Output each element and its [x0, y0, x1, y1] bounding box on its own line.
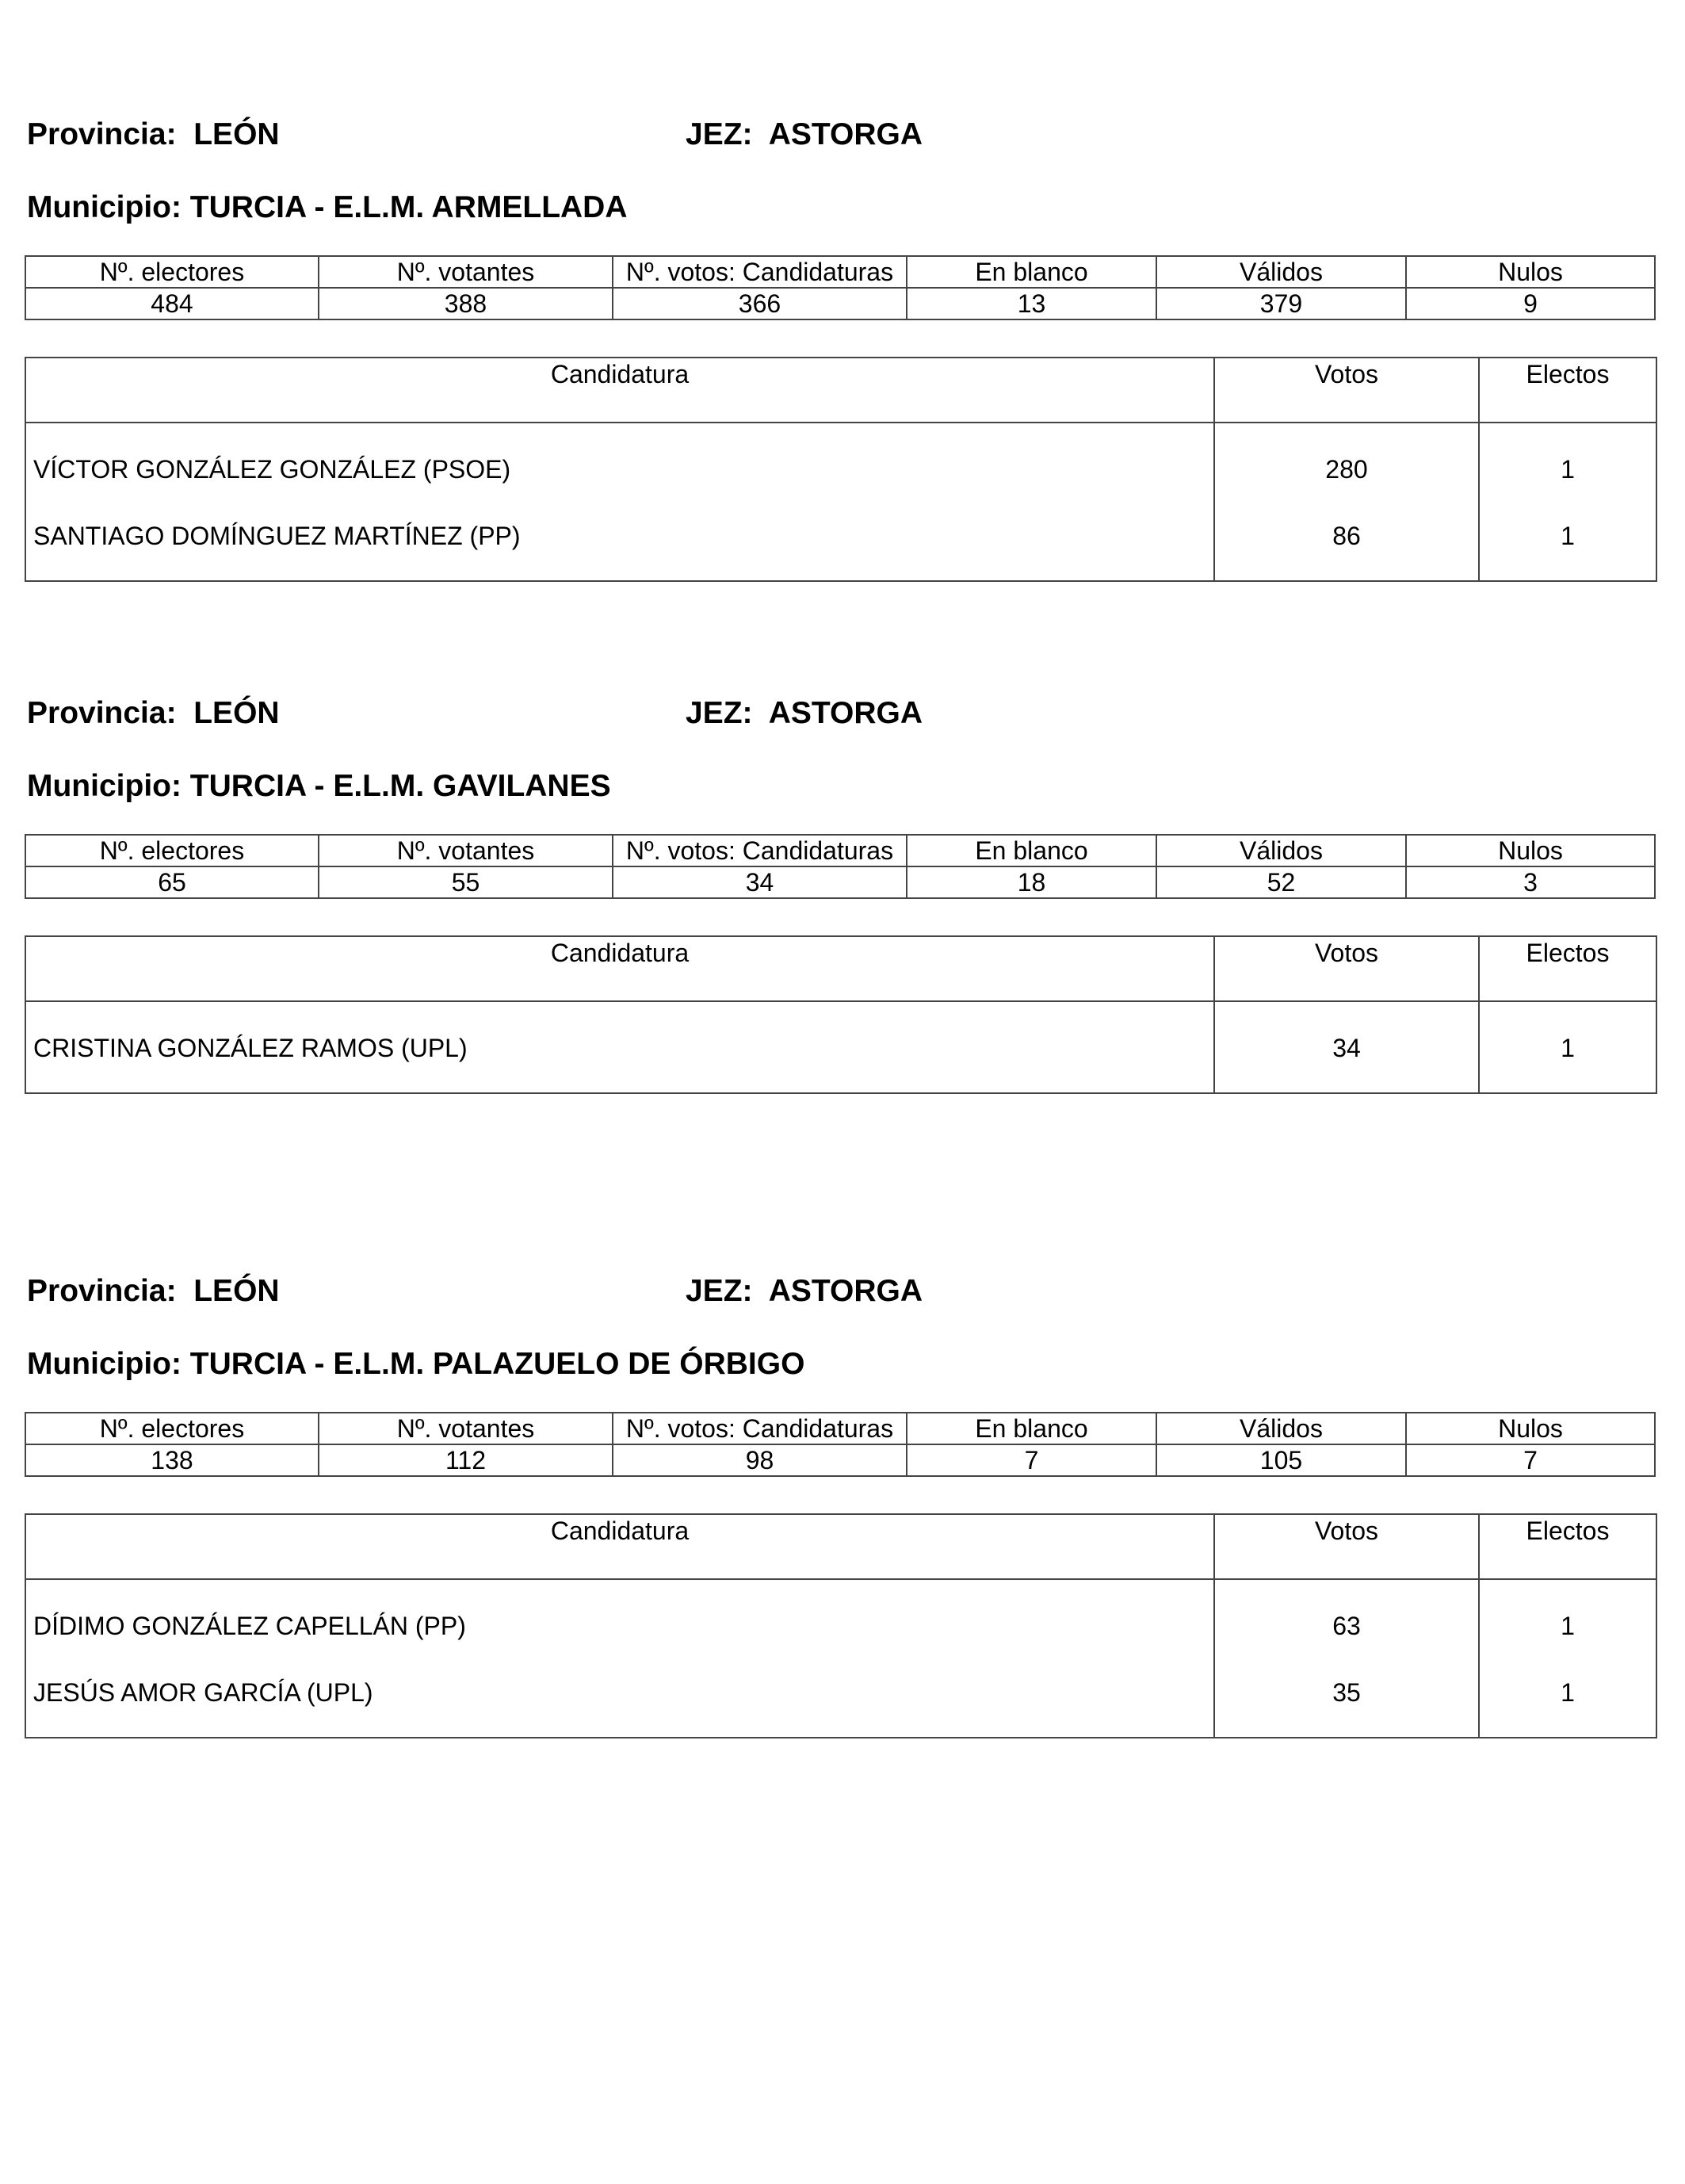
header-electos: Electos — [1526, 360, 1610, 388]
candidate-name: CRISTINA GONZÁLEZ RAMOS (UPL) — [33, 1034, 468, 1062]
value-nulos: 7 — [1406, 1444, 1655, 1476]
value-validos: 52 — [1156, 866, 1406, 898]
candidate-names-column — [26, 1580, 1215, 1737]
candidates-header-row — [26, 937, 1656, 1002]
header-electores: Nº. electores — [25, 1413, 319, 1444]
summary-header-row — [25, 256, 1655, 288]
candidate-electos: 1 — [1561, 1612, 1575, 1640]
jez-label: JEZ: ASTORGA — [686, 1274, 923, 1308]
header-validos: Válidos — [1156, 256, 1406, 288]
header-votos: Votos — [1215, 1515, 1480, 1578]
candidate-votes: 280 — [1325, 455, 1368, 484]
candidate-votes: 63 — [1332, 1612, 1361, 1640]
value-electores: 484 — [25, 288, 319, 319]
header-votos: Votos — [1215, 358, 1480, 422]
summary-table — [25, 834, 1656, 899]
summary-header-row — [25, 1413, 1655, 1444]
candidate-electos-column — [1480, 423, 1656, 580]
candidate-name: SANTIAGO DOMÍNGUEZ MARTÍNEZ (PP) — [33, 522, 521, 550]
header-candidatura: Candidatura — [26, 1515, 1215, 1578]
value-electores: 65 — [25, 866, 319, 898]
header-validos: Válidos — [1156, 835, 1406, 866]
candidate-votes: 34 — [1332, 1034, 1361, 1062]
candidate-name: DÍDIMO GONZÁLEZ CAPELLÁN (PP) — [33, 1612, 466, 1640]
candidate-name: VÍCTOR GONZÁLEZ GONZÁLEZ (PSOE) — [33, 455, 511, 484]
candidates-header-row — [26, 358, 1656, 423]
header-electos: Electos — [1526, 939, 1610, 967]
candidate-electos: 1 — [1561, 1678, 1575, 1707]
candidates-table — [25, 935, 1657, 1094]
header-en-blanco: En blanco — [907, 835, 1156, 866]
header-votos-candidaturas: Nº. votos: Candidaturas — [613, 256, 907, 288]
provincia-label: Provincia: LEÓN — [27, 117, 280, 151]
header-votantes: Nº. votantes — [319, 835, 613, 866]
value-en-blanco: 13 — [907, 288, 1156, 319]
candidates-table — [25, 1513, 1657, 1738]
header-candidatura: Candidatura — [26, 358, 1215, 422]
value-votos-candidaturas: 98 — [613, 1444, 907, 1476]
municipio-title: Municipio: TURCIA - E.L.M. GAVILANES — [27, 769, 611, 803]
jez-label: JEZ: ASTORGA — [686, 696, 923, 730]
header-validos: Válidos — [1156, 1413, 1406, 1444]
candidate-name: JESÚS AMOR GARCÍA (UPL) — [33, 1678, 373, 1707]
header-votantes: Nº. votantes — [319, 1413, 613, 1444]
candidate-electos: 1 — [1561, 522, 1575, 550]
value-en-blanco: 18 — [907, 866, 1156, 898]
value-electores: 138 — [25, 1444, 319, 1476]
header-nulos: Nulos — [1406, 256, 1655, 288]
header-nulos: Nulos — [1406, 1413, 1655, 1444]
candidate-names-column — [26, 423, 1215, 580]
municipio-title: Municipio: TURCIA - E.L.M. ARMELLADA — [27, 190, 628, 224]
candidate-electos: 1 — [1561, 1034, 1575, 1062]
candidate-votes-column — [1215, 1002, 1480, 1092]
result-section-armellada — [25, 109, 1654, 582]
header-en-blanco: En blanco — [907, 1413, 1156, 1444]
candidate-electos-column — [1480, 1002, 1656, 1092]
candidate-votes: 86 — [1332, 522, 1361, 550]
section-header — [25, 1266, 1654, 1317]
summary-table — [25, 1412, 1656, 1477]
value-votos-candidaturas: 34 — [613, 866, 907, 898]
summary-header-row — [25, 835, 1655, 866]
header-candidatura: Candidatura — [26, 937, 1215, 1000]
candidate-electos: 1 — [1561, 455, 1575, 484]
section-header — [25, 109, 1654, 160]
header-votos-candidaturas: Nº. votos: Candidaturas — [613, 835, 907, 866]
header-electores: Nº. electores — [25, 835, 319, 866]
candidates-body — [26, 423, 1656, 580]
header-nulos: Nulos — [1406, 835, 1655, 866]
result-section-palazuelo — [25, 1266, 1654, 1738]
summary-table — [25, 255, 1656, 320]
header-votos-candidaturas: Nº. votos: Candidaturas — [613, 1413, 907, 1444]
value-votantes: 112 — [319, 1444, 613, 1476]
section-header — [25, 688, 1654, 739]
header-votantes: Nº. votantes — [319, 256, 613, 288]
candidates-table — [25, 357, 1657, 582]
candidate-names-column — [26, 1002, 1215, 1092]
jez-label: JEZ: ASTORGA — [686, 117, 923, 151]
candidates-header-row — [26, 1515, 1656, 1580]
candidate-votes-column — [1215, 1580, 1480, 1737]
summary-value-row — [25, 288, 1655, 319]
value-en-blanco: 7 — [907, 1444, 1156, 1476]
summary-value-row — [25, 866, 1655, 898]
value-nulos: 9 — [1406, 288, 1655, 319]
header-electos: Electos — [1526, 1517, 1610, 1545]
provincia-label: Provincia: LEÓN — [27, 1274, 280, 1308]
header-en-blanco: En blanco — [907, 256, 1156, 288]
candidate-votes-column — [1215, 423, 1480, 580]
value-votantes: 55 — [319, 866, 613, 898]
value-nulos: 3 — [1406, 866, 1655, 898]
header-votos: Votos — [1215, 937, 1480, 1000]
value-votantes: 388 — [319, 288, 613, 319]
value-validos: 379 — [1156, 288, 1406, 319]
candidates-body — [26, 1580, 1656, 1737]
candidates-body — [26, 1002, 1656, 1092]
result-section-gavilanes — [25, 688, 1654, 1094]
municipio-title: Municipio: TURCIA - E.L.M. PALAZUELO DE ÓRBIGO — [27, 1347, 805, 1381]
value-votos-candidaturas: 366 — [613, 288, 907, 319]
candidate-electos-column — [1480, 1580, 1656, 1737]
value-validos: 105 — [1156, 1444, 1406, 1476]
header-electores: Nº. electores — [25, 256, 319, 288]
provincia-label: Provincia: LEÓN — [27, 696, 280, 730]
summary-value-row — [25, 1444, 1655, 1476]
candidate-votes: 35 — [1332, 1678, 1361, 1707]
